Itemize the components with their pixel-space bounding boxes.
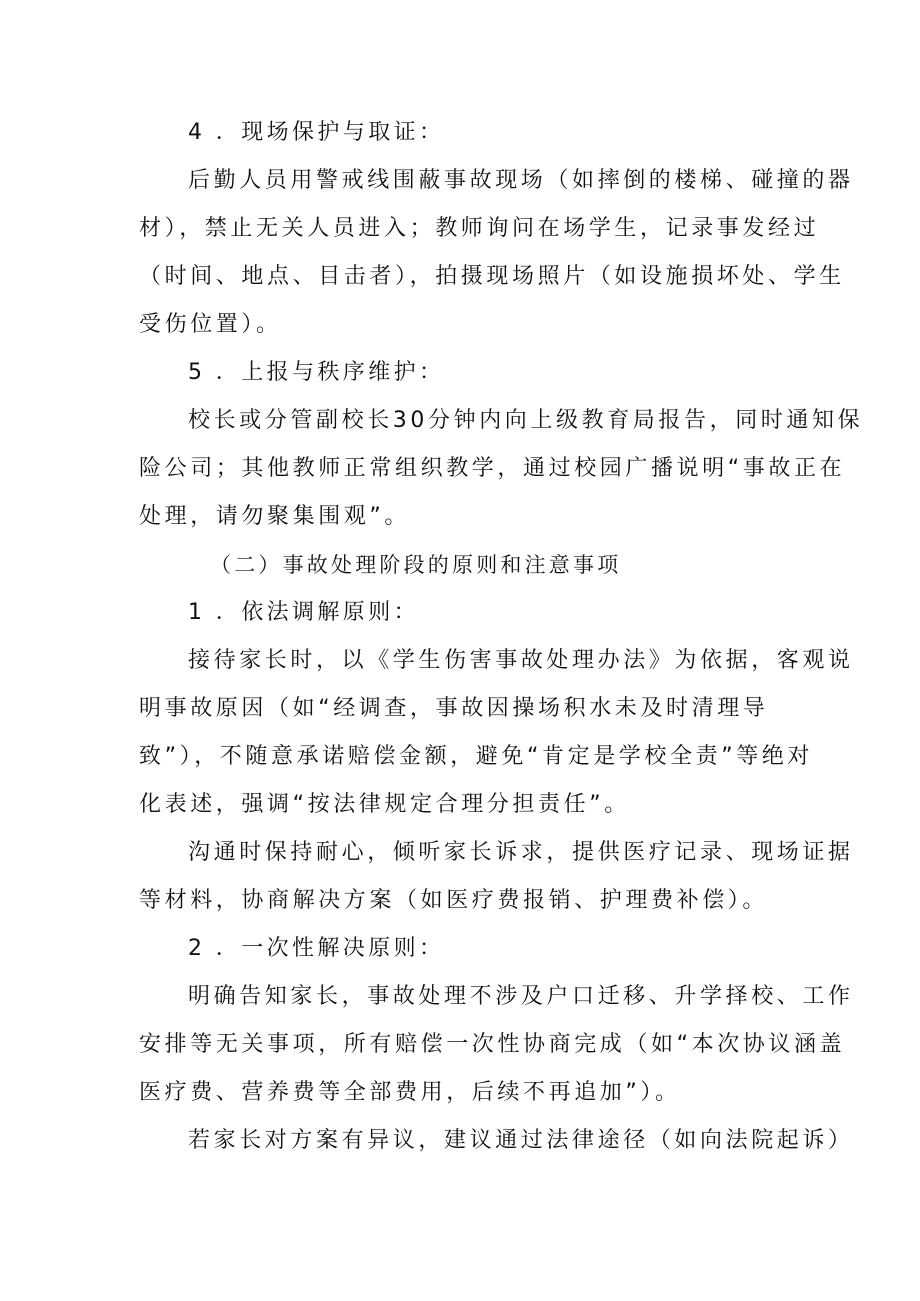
section-heading-5: 5 ．上报与秩序维护： (188, 360, 445, 385)
paragraph-line: 后勤人员用警戒线围蔽事故现场（如摔倒的楼梯、碰撞的器 (188, 168, 854, 193)
paragraph-line: 校长或分管副校长30分钟内向上级教育局报告，同时通知保 (188, 408, 864, 433)
paragraph-line: 化表述，强调“按法律规定合理分担责任”。 (139, 792, 630, 817)
paragraph-line: 明确告知家长，事故处理不涉及户口迁移、升学择校、工作 (188, 984, 854, 1009)
section-heading-4: 4 ．现场保护与取证： (188, 120, 445, 145)
paragraph-line: 险公司；其他教师正常组织教学，通过校园广播说明“事故正在 (139, 456, 846, 481)
paragraph-line: 安排等无关事项，所有赔偿一次性协商完成（如“本次协议涵盖 (139, 1032, 846, 1057)
paragraph-line: 等材料，协商解决方案（如医疗费报销、护理费补偿）。 (139, 888, 769, 913)
paragraph-line: （时间、地点、目击者），拍摄现场照片（如设施损坏处、学生 (139, 264, 845, 289)
paragraph-line: 处理，请勿聚集围观”。 (139, 504, 410, 529)
paragraph-line: 接待家长时，以《学生伤害事故处理办法》为依据，客观说 (188, 648, 854, 673)
section-heading-1: 1 ．依法调解原则： (188, 600, 419, 625)
paragraph-line: 受伤位置）。 (139, 312, 282, 337)
paragraph-line: 材），禁止无关人员进入；教师询问在场学生，记录事发经过 (139, 216, 820, 241)
chapter-heading-2: （二）事故处理阶段的原则和注意事项 (210, 553, 622, 577)
paragraph-line: 沟通时保持耐心，倾听家长诉求，提供医疗记录、现场证据 (188, 840, 854, 865)
paragraph-line: 若家长对方案有异议，建议通过法律途径（如向法院起诉） (188, 1128, 854, 1153)
section-heading-2: 2 ．一次性解决原则： (188, 936, 445, 961)
paragraph-line: 明事故原因（如“经调查，事故因操场积水未及时清理导 (139, 696, 769, 721)
paragraph-line: 致”），不随意承诺赔偿金额，避免“肯定是学校全责”等绝对 (139, 744, 813, 769)
paragraph-line: 医疗费、营养费等全部费用，后续不再追加”）。 (139, 1080, 681, 1105)
